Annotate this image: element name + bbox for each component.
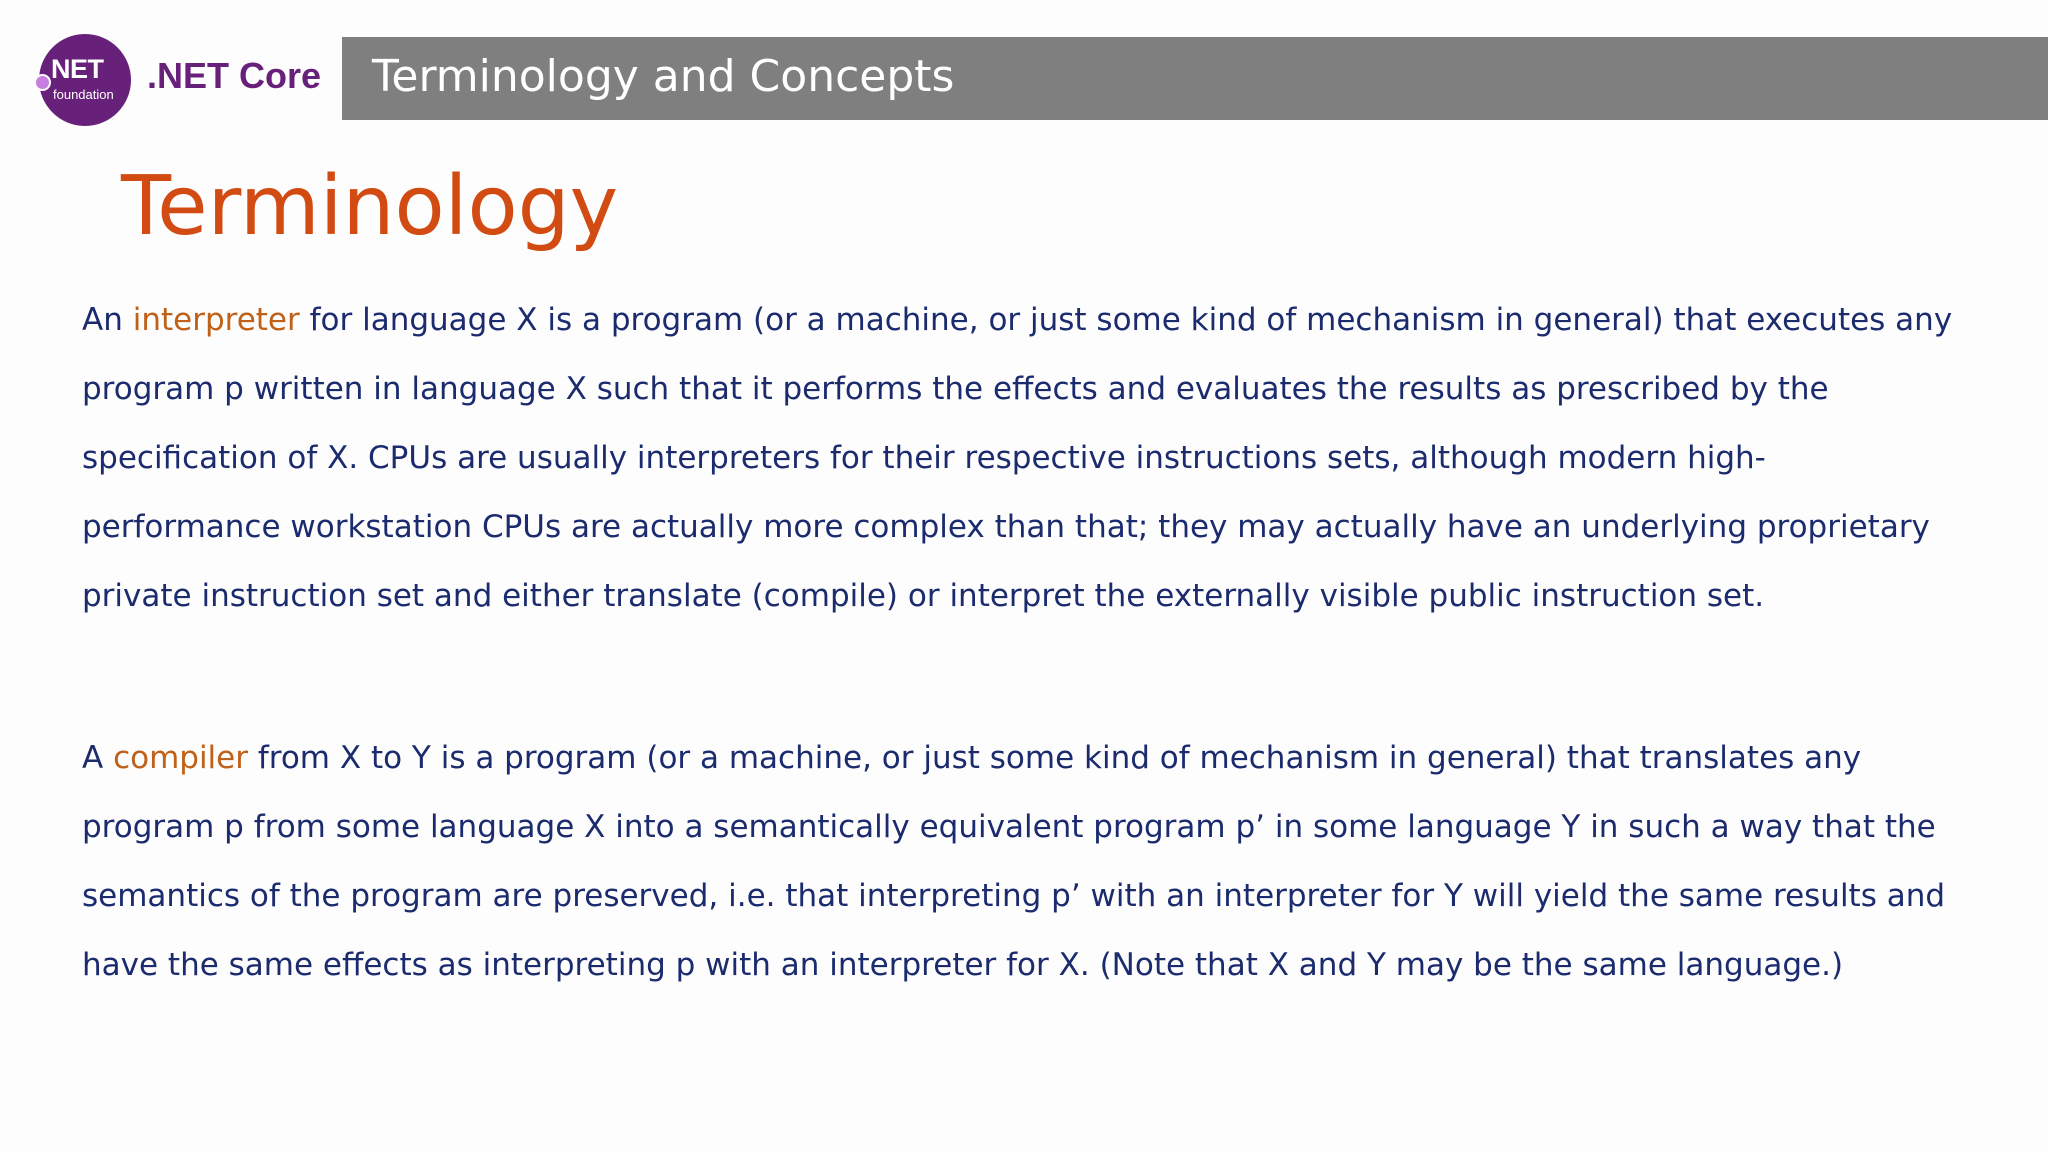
paragraph-line bbox=[82, 286, 1982, 355]
paragraph-line: private instruction set and either translate (compile) or interpret the externally visible public instruction set. bbox=[82, 578, 1765, 614]
paragraph-line: have the same effects as interpreting p with an interpreter for X. (Note that X and Y may be the same language.) bbox=[82, 947, 1844, 983]
paragraph-line: program p from some language X into a semantically equivalent program p’ in some language Y in such a way that the bbox=[82, 809, 1936, 845]
paragraph-line bbox=[82, 724, 1982, 793]
compiler-paragraph bbox=[82, 724, 1982, 1000]
paragraph-line: performance workstation CPUs are actually more complex than that; they may actually have an underlying proprietary bbox=[82, 509, 1930, 545]
line-text: A bbox=[82, 740, 114, 776]
interpreter-paragraph bbox=[82, 286, 1982, 631]
term-compiler: compiler bbox=[113, 740, 248, 776]
line-text: for language X is a program (or a machine, or just some kind of mechanism in general) that executes any bbox=[299, 302, 1953, 338]
brand-label: .NET Core bbox=[147, 55, 322, 96]
dotnet-foundation-logo bbox=[39, 34, 131, 126]
paragraph-line: semantics of the program are preserved, i.e. that interpreting p’ with an interpreter for Y will yield the same results and bbox=[82, 878, 1946, 914]
header-bar bbox=[342, 37, 2048, 120]
line-text: from X to Y is a program (or a machine, or just some kind of mechanism in general) that translates any bbox=[248, 740, 1862, 776]
logo-foundation-text: foundation bbox=[53, 87, 114, 102]
slide-title: Terminology bbox=[121, 159, 619, 254]
logo-net-text: NET bbox=[51, 54, 104, 84]
logo-dot-icon bbox=[34, 74, 51, 91]
paragraph-line: program p written in language X such that it performs the effects and evaluates the results as prescribed by the bbox=[82, 371, 1829, 407]
header-title: Terminology and Concepts bbox=[372, 51, 955, 102]
paragraph-line: specification of X. CPUs are usually interpreters for their respective instructions sets, although modern high- bbox=[82, 440, 1766, 476]
line-text: An bbox=[82, 302, 133, 338]
term-interpreter: interpreter bbox=[132, 302, 300, 338]
